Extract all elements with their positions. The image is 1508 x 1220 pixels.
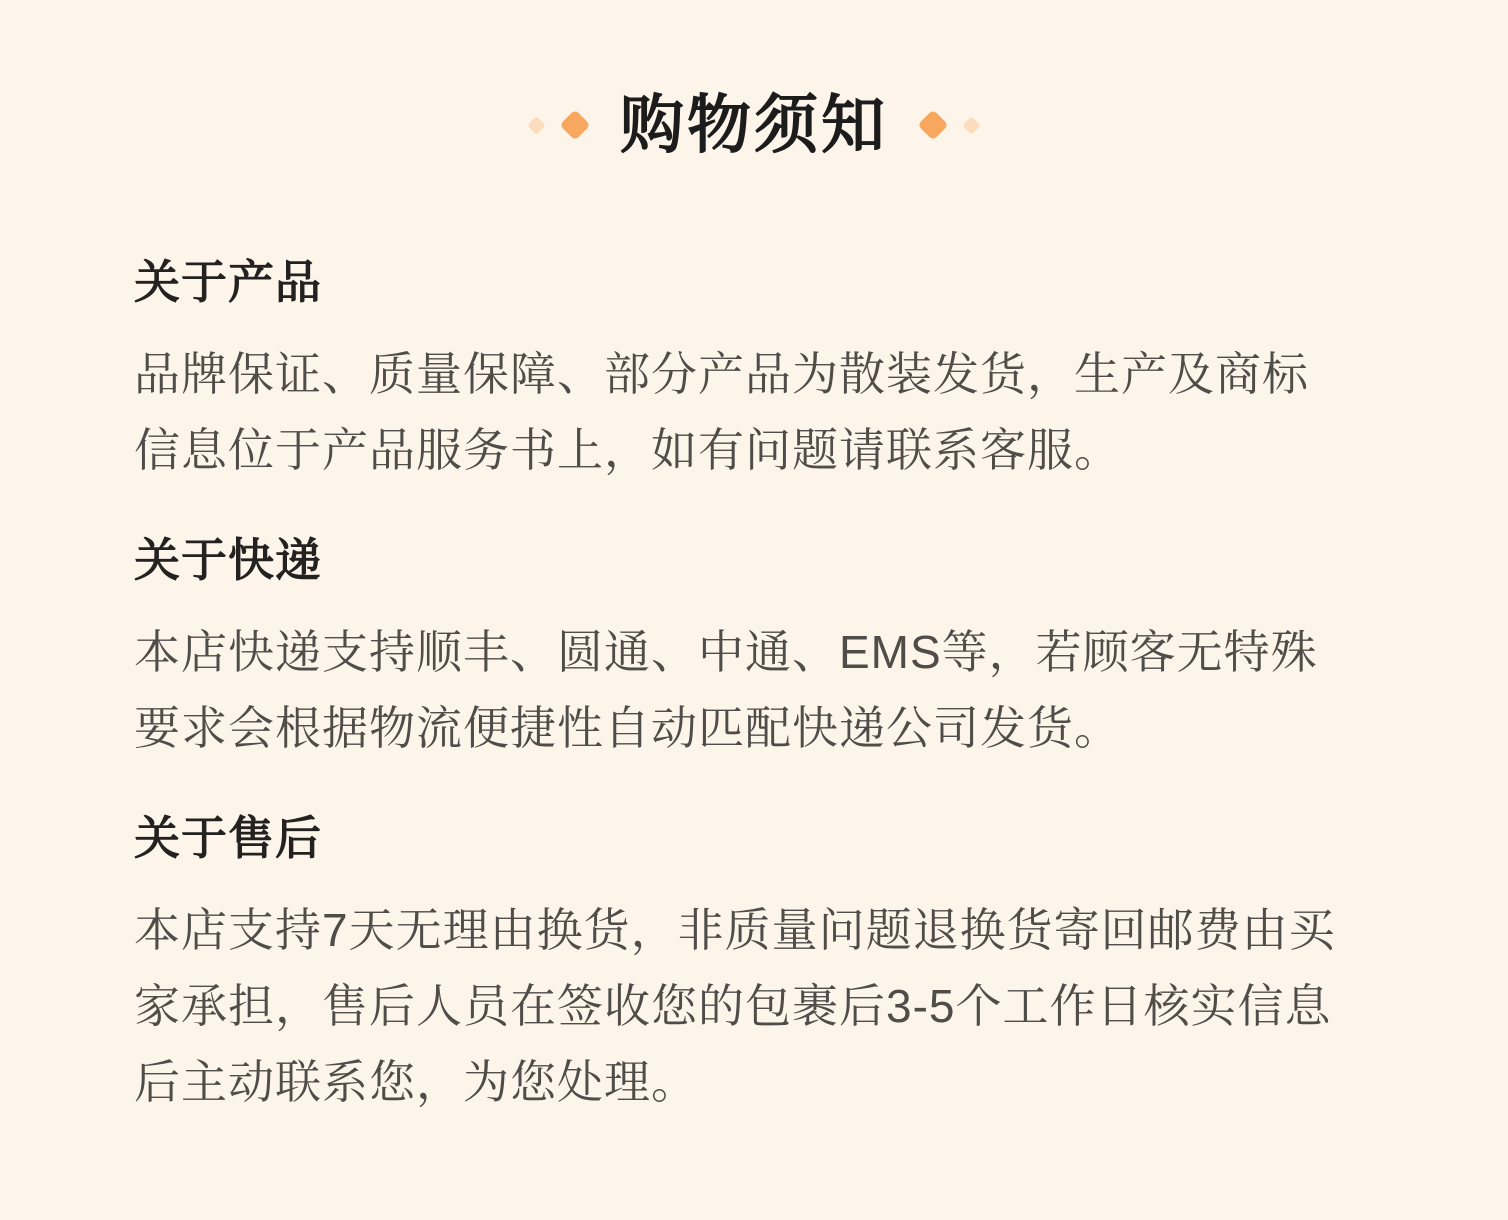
- page-title: 购物须知: [620, 89, 888, 161]
- body-text-line: 家承担，售后人员在签收您的包裹后3-5个工作日核实信息: [134, 980, 1332, 1032]
- section-heading: 关于产品: [134, 256, 322, 308]
- notice-title-row: [134, 0, 1374, 166]
- section-heading: 关于快递: [134, 534, 322, 586]
- body-text-line: 后主动联系您，为您处理。: [134, 1056, 698, 1108]
- body-text-line: 品牌保证、质量保障、部分产品为散装发货，生产及商标: [134, 348, 1309, 400]
- section-body: [134, 892, 1374, 1120]
- body-text-line: 信息位于产品服务书上，如有问题请联系客服。: [134, 424, 1121, 476]
- body-text-line: 要求会根据物流便捷性自动匹配快递公司发货。: [134, 702, 1121, 754]
- diamond-large-icon: [917, 109, 948, 140]
- diamond-small-icon: [527, 116, 545, 134]
- section-body: [134, 336, 1374, 488]
- title-ornament-right: [922, 114, 978, 136]
- section-heading: 关于售后: [134, 812, 322, 864]
- section-about-product: [134, 250, 1374, 488]
- body-text-line: 本店快递支持顺丰、圆通、中通、EMS等，若顾客无特殊: [134, 626, 1318, 678]
- section-body: [134, 614, 1374, 766]
- title-ornament-left: [530, 114, 586, 136]
- section-about-shipping: [134, 528, 1374, 766]
- diamond-small-icon: [962, 116, 980, 134]
- body-text-line: 本店支持7天无理由换货，非质量问题退换货寄回邮费由买: [134, 904, 1336, 956]
- diamond-large-icon: [559, 109, 590, 140]
- section-about-aftersales: [134, 806, 1374, 1120]
